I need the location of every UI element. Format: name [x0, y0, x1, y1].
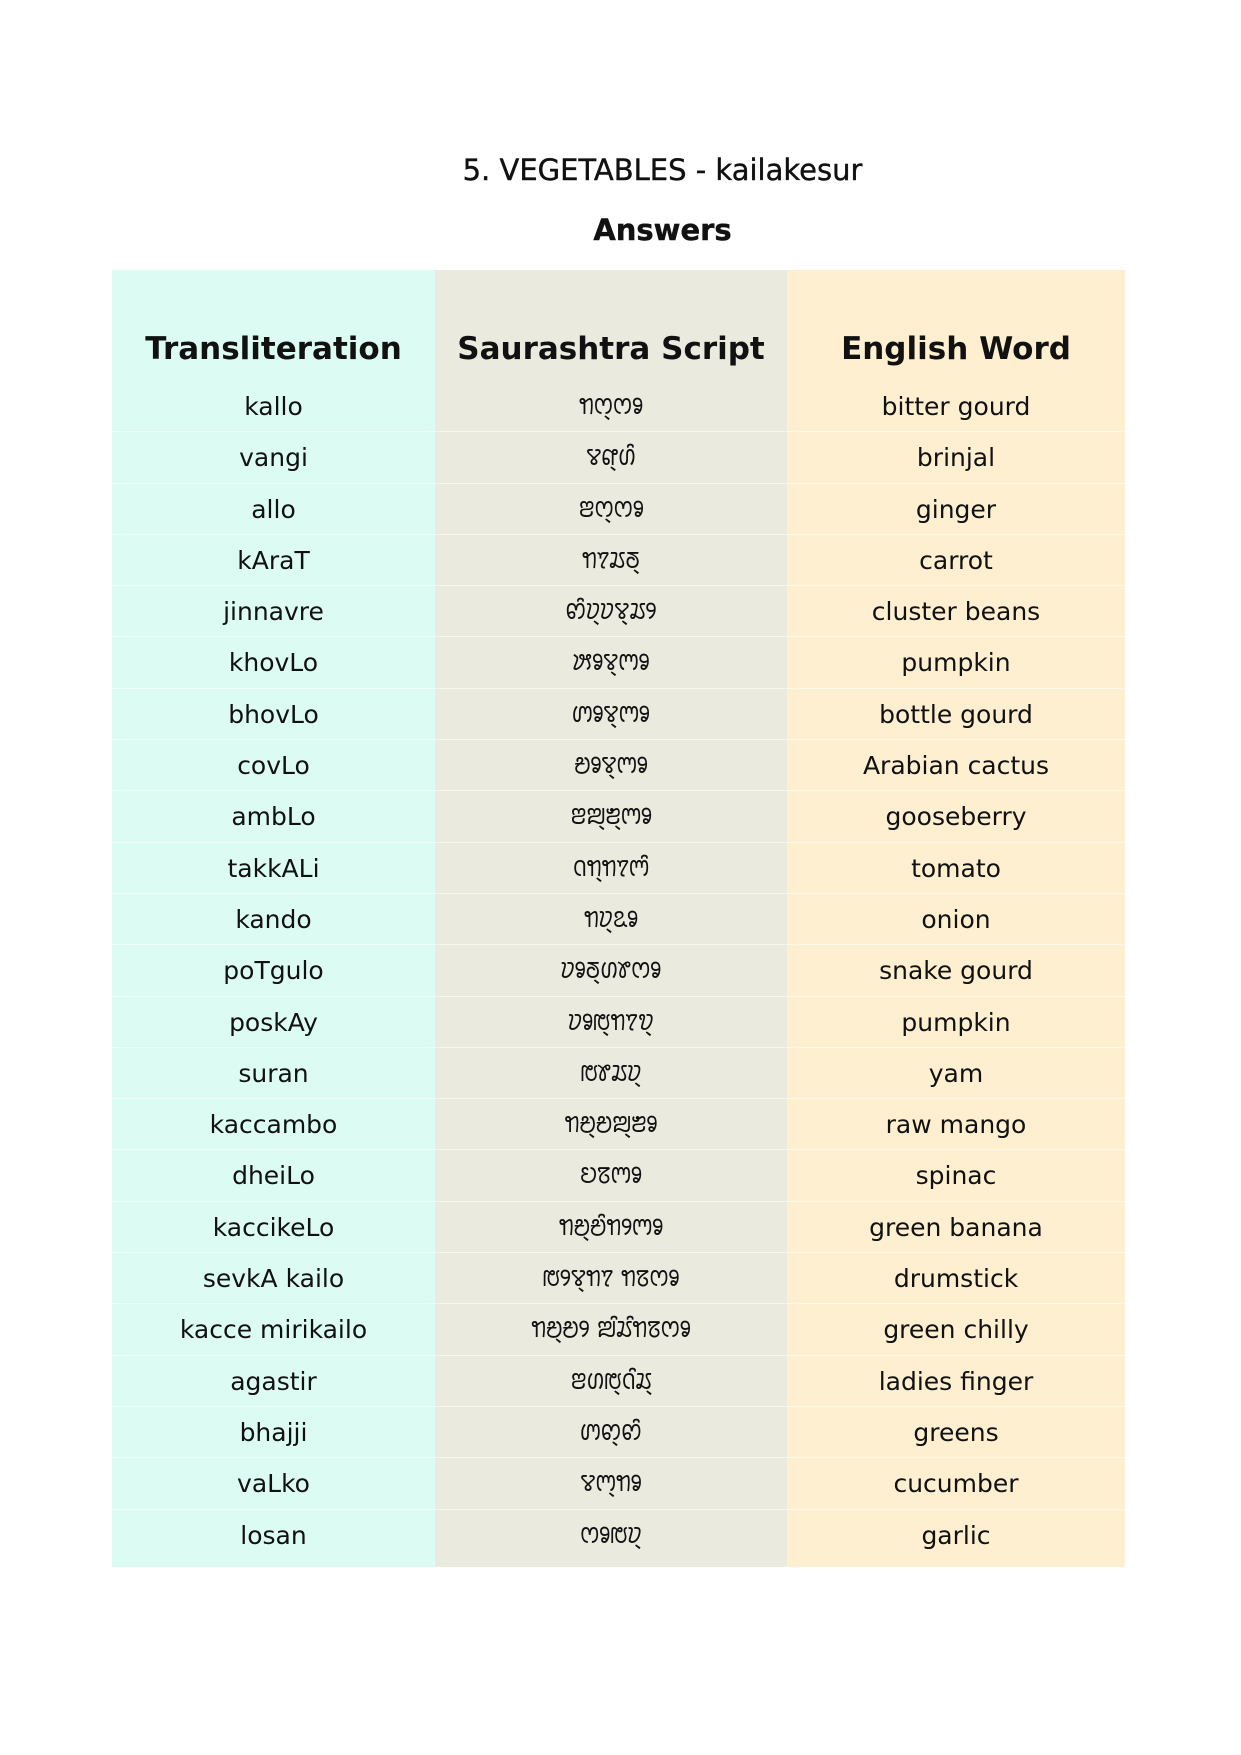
english-word-cell: ladies finger [787, 1356, 1125, 1407]
transliteration-cell: bhovLo [112, 689, 435, 740]
saurashtra-script-cell: ꢒꢵꢬꢜ꣄ [435, 535, 787, 586]
english-word-cell: cucumber [787, 1458, 1125, 1509]
transliteration-cell: khovLo [112, 637, 435, 688]
saurashtra-script-cell: ꢂꢪ꣄ꢨ꣄ꢳꣀ [435, 791, 787, 842]
transliteration-cell: kacce mirikailo [112, 1304, 435, 1355]
saurashtra-script-cell: ꢮꢥ꣄ꢔꢶ [435, 432, 787, 483]
english-word-cell: raw mango [787, 1099, 1125, 1150]
english-word-cell: gooseberry [787, 791, 1125, 842]
saurashtra-script-cell: ꢙꢶꢦ꣄ꢦꢮ꣄ꢬꢾ [435, 586, 787, 637]
saurashtra-script-cell: ꢒꢗ꣄ꢗꢪ꣄ꢨꣀ [435, 1099, 787, 1150]
saurashtra-script-cell: ꢒꢭ꣄ꢭꣀ [435, 381, 787, 432]
saurashtra-script-cell: ꢭꣀꢱꢦ꣄ [580, 1520, 642, 1549]
english-word-cell: onion [787, 894, 1125, 945]
transliteration-header: Transliteration [145, 331, 402, 367]
saurashtra-script-cell: ꢂꢭ꣄ꢭꣀ [435, 484, 787, 535]
english-word-cell: cluster beans [787, 586, 1125, 637]
saurashtra-script-cell: ꢓꣀꢮ꣄ꢳꣀ [435, 637, 787, 688]
transliteration-cell: kando [112, 894, 435, 945]
english-word-cell: bottle gourd [787, 689, 1125, 740]
english-word-cell: green banana [787, 1202, 1125, 1253]
page-title: 5. VEGETABLES - kailakesur [462, 153, 863, 187]
english-word-cell: bitter gourd [787, 381, 1125, 432]
english-word-cell: tomato [787, 843, 1125, 894]
english-word-cell: yam [787, 1048, 1125, 1099]
transliteration-cell: kallo [112, 381, 435, 432]
transliteration-cell: kAraT [112, 535, 435, 586]
vocabulary-table [112, 270, 1125, 1567]
english-word-cell: green chilly [787, 1304, 1125, 1355]
transliteration-cell: covLo [112, 740, 435, 791]
transliteration-cell: takkALi [112, 843, 435, 894]
transliteration-cell: agastir [112, 1356, 435, 1407]
transliteration-cell: bhajji [112, 1407, 435, 1458]
english-word-cell: pumpkin [787, 637, 1125, 688]
english-word-cell: Arabian cactus [787, 740, 1125, 791]
saurashtra-script-column [435, 270, 787, 1567]
saurashtra-script-cell: ꢡꢒ꣄ꢒꢵꢳꢶ [435, 843, 787, 894]
saurashtra-script-header: Saurashtra Script [457, 331, 765, 367]
transliteration-cell: vaLko [112, 1458, 435, 1509]
english-word-cell: drumstick [787, 1253, 1125, 1304]
saurashtra-script-cell: ꢒꢦ꣄ꢣꣀ [435, 894, 787, 945]
transliteration-cell: dheiLo [112, 1150, 435, 1201]
english-word-header: English Word [841, 331, 1071, 367]
transliteration-cell: jinnavre [112, 586, 435, 637]
page-subtitle: Answers [593, 213, 732, 247]
transliteration-cell: poTgulo [112, 945, 435, 996]
english-word-cell: greens [787, 1407, 1125, 1458]
saurashtra-script-cell: ꢒꢗ꣄ꢗꢶꢒꢾꢳꣀ [435, 1202, 787, 1253]
transliteration-cell: kaccambo [112, 1099, 435, 1150]
english-word-cell: ginger [787, 484, 1125, 535]
saurashtra-script-cell: ꢩꣀꢮ꣄ꢳꣀ [435, 689, 787, 740]
english-word-cell: garlic [921, 1520, 991, 1550]
saurashtra-script-cell: ꢮꢳ꣄ꢒꣀ [435, 1458, 787, 1509]
transliteration-cell: sevkA kailo [112, 1253, 435, 1304]
transliteration-cell: kaccikeLo [112, 1202, 435, 1253]
saurashtra-script-cell: ꢒꢗ꣄ꢗꢾ ꢪꢶꢬꢶꢒꢿꢭꣀ [435, 1304, 787, 1355]
english-word-cell: snake gourd [787, 945, 1125, 996]
transliteration-cell: poskAy [112, 997, 435, 1048]
transliteration-cell: allo [112, 484, 435, 535]
transliteration-cell: vangi [112, 432, 435, 483]
transliteration-column [112, 270, 435, 1567]
saurashtra-script-cell: ꢦꣀꢱ꣄ꢒꢵꢫ꣄ [435, 997, 787, 1048]
english-word-cell: spinac [787, 1150, 1125, 1201]
saurashtra-script-cell: ꢱꢾꢮ꣄ꢒꢵ ꢒꢿꢭꣀ [435, 1253, 787, 1304]
saurashtra-script-cell: ꢱꢸꢬꢦ꣄ [435, 1048, 787, 1099]
english-word-cell: carrot [787, 535, 1125, 586]
saurashtra-script-cell: ꢦꣀꢜ꣄ꢔꢸꢭꣀ [435, 945, 787, 996]
transliteration-cell: ambLo [112, 791, 435, 842]
saurashtra-script-cell: ꢗꣀꢮ꣄ꢳꣀ [435, 740, 787, 791]
transliteration-cell: losan [240, 1520, 307, 1550]
english-word-cell: pumpkin [787, 997, 1125, 1048]
saurashtra-script-cell: ꢤꢿꢳꣀ [435, 1150, 787, 1201]
transliteration-cell: suran [112, 1048, 435, 1099]
saurashtra-script-cell: ꢂꢔꢱ꣄ꢡꢶꢬ꣄ [435, 1356, 787, 1407]
english-word-column [787, 270, 1125, 1567]
english-word-cell: brinjal [787, 432, 1125, 483]
saurashtra-script-cell: ꢩꢙ꣄ꢙꢶ [435, 1407, 787, 1458]
